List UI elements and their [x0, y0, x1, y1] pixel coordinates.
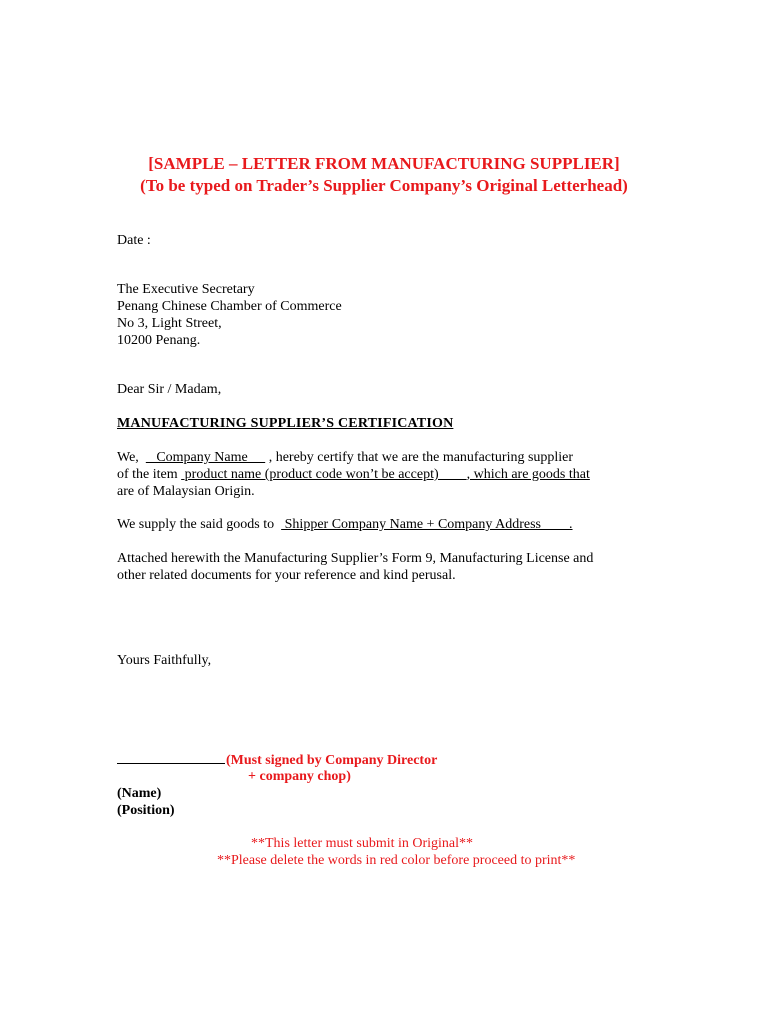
paragraph-1-line-3: are of Malaysian Origin. — [117, 484, 255, 499]
recipient-line-3: No 3, Light Street, — [117, 316, 222, 331]
signature-line-row — [117, 751, 437, 769]
certify-text: , hereby certify that we are the manufacturing supplier — [265, 450, 574, 465]
signature-note-2: + company chop) — [248, 769, 351, 784]
supply-prefix: We supply the said goods to — [117, 517, 282, 532]
supply-suffix: . — [569, 517, 573, 532]
recipient-line-1: The Executive Secretary — [117, 282, 255, 297]
signatory-position: (Position) — [117, 803, 175, 818]
subject-heading: MANUFACTURING SUPPLIER’S CERTIFICATION — [117, 416, 454, 431]
footer-note-1: **This letter must submit in Original** — [251, 836, 474, 851]
paragraph-1-line-2 — [117, 466, 590, 483]
company-name-field: Company Name — [145, 450, 266, 465]
recipient-line-2: Penang Chinese Chamber of Commerce — [117, 299, 342, 314]
signature-note-1: (Must signed by Company Director — [226, 753, 438, 768]
title-line-1: [SAMPLE – LETTER FROM MANUFACTURING SUPPLIER] — [148, 154, 620, 173]
paragraph-1-line-1 — [117, 449, 573, 466]
title-line-2: (To be typed on Trader’s Supplier Company’s Original Letterhead) — [140, 176, 628, 195]
recipient-line-4: 10200 Penang. — [117, 333, 201, 348]
product-name-field: product name (product code won’t be accept) — [181, 467, 467, 482]
we-text: We, — [117, 450, 139, 465]
item-suffix: , which are goods that — [466, 467, 590, 482]
date-label: Date : — [117, 233, 151, 248]
signature-line — [117, 751, 225, 764]
paragraph-3-line-1: Attached herewith the Manufacturing Supplier’s Form 9, Manufacturing License and — [117, 551, 594, 566]
salutation: Dear Sir / Madam, — [117, 382, 222, 397]
paragraph-2 — [117, 516, 573, 533]
paragraph-3-line-2: other related documents for your reference and kind perusal. — [117, 568, 456, 583]
closing: Yours Faithfully, — [117, 653, 212, 668]
shipper-company-field: Shipper Company Name + Company Address — [281, 517, 570, 532]
signatory-name: (Name) — [117, 786, 162, 801]
item-prefix: of the item — [117, 467, 182, 482]
footer-note-2: **Please delete the words in red color before proceed to print** — [217, 853, 576, 868]
